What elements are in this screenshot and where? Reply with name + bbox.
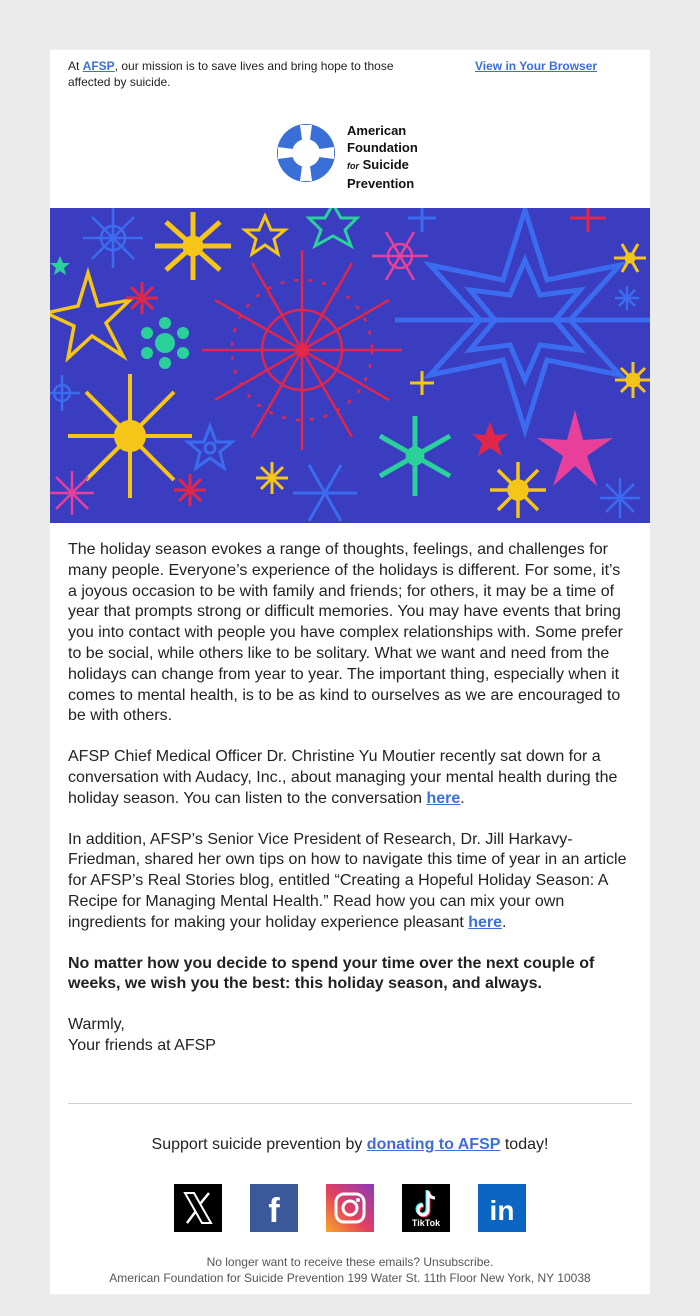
logo-line-1: American [347, 123, 407, 138]
tiktok-social-button[interactable] [402, 1184, 450, 1232]
signoff [68, 1015, 628, 1057]
unsubscribe-text[interactable]: No longer want to receive these emails? Unsubscribe. [206, 1255, 494, 1269]
x-icon [174, 1184, 222, 1232]
paragraph-audacy [68, 747, 628, 809]
email-body [68, 540, 628, 1057]
instagram-social-button[interactable] [326, 1184, 374, 1232]
logo-for: for [347, 161, 359, 171]
logo-line-2: Foundation [347, 140, 418, 155]
lifebuoy-icon [275, 122, 337, 184]
social-links [174, 1184, 534, 1232]
preheader-prefix: At [68, 59, 83, 73]
signoff-warmly: Warmly, [68, 1016, 125, 1034]
instagram-icon [326, 1184, 374, 1232]
support-line [50, 1136, 650, 1154]
support-suffix: today! [500, 1136, 549, 1153]
support-prefix: Support suicide prevention by [151, 1136, 367, 1153]
preheader [68, 58, 428, 90]
signoff-friends: Your friends at AFSP [68, 1036, 216, 1054]
logo-wordmark [347, 122, 457, 192]
paragraph-real-stories [68, 830, 628, 934]
footer [50, 1254, 650, 1286]
paragraph-real-stories-text: In addition, AFSP’s Senior Vice President of Research, Dr. Jill Harkavy-Friedman, shared her own tips on how to navigate this time of year in an article for AFSP’s Real Stories blog, entitled “Creating a Hopeful Holiday Season: A Recipe for Managing Mental Health.” Read how you can mix your own ingredients for making your holiday experience pleasant [68, 830, 627, 931]
facebook-social-button[interactable] [250, 1184, 298, 1232]
tiktok-label: TikTok [411, 1218, 441, 1228]
paragraph-wishes: No matter how you decide to spend your time over the next couple of weeks, we wish you the best: this holiday season, and always. [68, 954, 595, 993]
logo-line-3 [347, 156, 457, 175]
preheader-suffix: , our mission is to save lives and bring hope to those affected by suicide. [68, 59, 394, 89]
donate-link[interactable]: donating to AFSP [366, 1136, 501, 1153]
afsp-logo[interactable] [275, 122, 435, 191]
paragraph-audacy-text: AFSP Chief Medical Officer Dr. Christine Yu Moutier recently sat down for a conversation with Audacy, Inc., about managing your mental health during the holiday season. You can listen to the conversation [68, 748, 618, 807]
facebook-icon [250, 1184, 298, 1232]
snowflake-artwork [50, 208, 650, 523]
linkedin-glyph: in [489, 1195, 515, 1226]
email-card [50, 50, 650, 1294]
linkedin-social-button[interactable] [478, 1184, 526, 1232]
paragraph-intro: The holiday season evokes a range of thoughts, feelings, and challenges for many people. Everyone’s experience of the holidays is different. For some, it’s a joyous occasion to be with family and friends; for others, it may be a time of year that prompts strong or difficult memories. You may have events that bring you into contact with people you have complex relationships with. Some prefer to be social, while others like to be solitary. What we want and need from the holidays can change from year to year. The important thing, especially when it comes to mental health, is to be as kind to ourselves as we are encouraged to be with others. [68, 541, 623, 725]
listen-here-link[interactable]: here [426, 789, 461, 807]
holiday-snowflakes-banner [50, 208, 650, 523]
logo-line-4: Prevention [347, 176, 415, 191]
divider [68, 1103, 632, 1104]
x-social-button[interactable] [174, 1184, 222, 1232]
logo-suicide: Suicide [362, 157, 409, 172]
facebook-glyph: f [268, 1192, 280, 1230]
paragraph-real-stories-end: . [502, 913, 507, 931]
tiktok-icon [402, 1184, 450, 1232]
afsp-link[interactable]: AFSP [82, 59, 115, 73]
linkedin-icon [478, 1184, 526, 1232]
paragraph-audacy-end: . [460, 789, 465, 807]
mailing-address: American Foundation for Suicide Prevention 199 Water St. 11th Floor New York, NY 10038 [109, 1271, 591, 1285]
view-in-browser-link[interactable]: View in Your Browser [475, 59, 598, 73]
read-here-link[interactable]: here [468, 913, 503, 931]
